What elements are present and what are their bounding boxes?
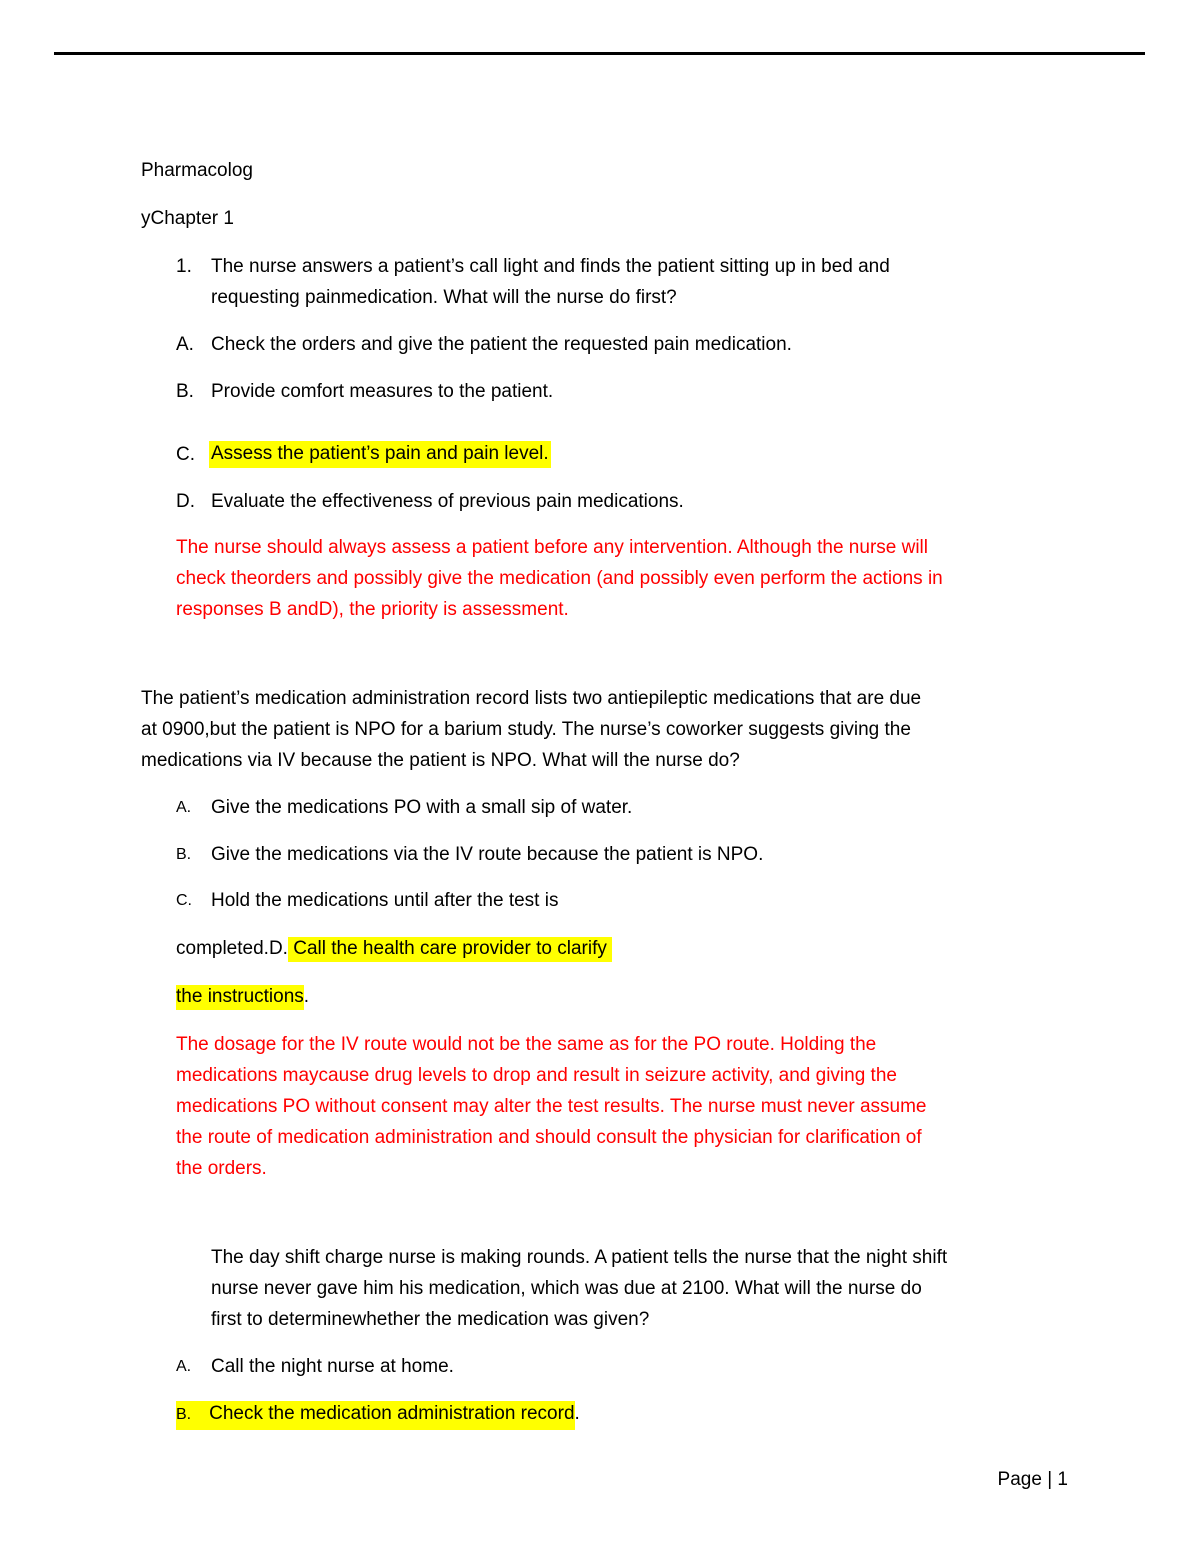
q2-option-c: Hold the medications until after the test is	[211, 890, 559, 911]
q1-number: 1.	[176, 256, 192, 277]
q2-option-a: Give the medications PO with a small sip of water.	[211, 797, 633, 818]
q1-option-b: Provide comfort measures to the patient.	[211, 381, 554, 402]
header-rule	[54, 52, 1145, 55]
q1-option-c-letter: C.	[176, 444, 195, 465]
q3-option-b-correct-answer	[176, 1401, 575, 1430]
q1-option-d-letter: D.	[176, 491, 195, 512]
q1-stem-line: requesting painmedication. What will the nurse do first?	[211, 287, 677, 308]
q1-option-b-letter: B.	[176, 381, 194, 402]
q1-option-a: Check the orders and give the patient the requested pain medication.	[211, 334, 792, 355]
q2-option-d-correct-answer-cont: the instructions	[176, 985, 304, 1010]
q1-stem-line: The nurse answers a patient’s call light and finds the patient sitting up in bed and	[211, 256, 890, 277]
q3-stem-line: first to determinewhether the medication was given?	[211, 1309, 650, 1330]
q2-option-c-letter: C.	[176, 892, 192, 909]
q2-option-a-letter: A.	[176, 799, 192, 816]
q1-rationale-line: check theorders and possibly give the medication (and possibly even perform the actions in	[176, 568, 943, 589]
q2-stem-line: medications via IV because the patient is NPO. What will the nurse do?	[141, 750, 740, 771]
q2-rationale-line: medications maycause drug levels to drop and result in seizure activity, and giving the	[176, 1065, 897, 1086]
q2-rationale-line: The dosage for the IV route would not be the same as for the PO route. Holding the	[176, 1034, 877, 1055]
q2-option-b-letter: B.	[176, 846, 192, 863]
footer-page-label: Page	[997, 1469, 1042, 1490]
q3-option-a: Call the night nurse at home.	[211, 1356, 454, 1377]
document-title: Pharmacolog	[141, 160, 253, 181]
q2-rationale-line: medications PO without consent may alter the test results. The nurse must never assume	[176, 1096, 927, 1117]
page-footer	[998, 1468, 1068, 1492]
q2-option-d-correct-answer: Call the health care provider to clarify	[288, 937, 612, 962]
q3-stem-line: The day shift charge nurse is making rounds. A patient tells the nurse that the night shift	[211, 1247, 948, 1268]
q1-option-a-letter: A.	[176, 334, 194, 355]
chapter-heading: yChapter 1	[141, 208, 234, 229]
q1-option-c-correct-answer: Assess the patient’s pain and pain level.	[209, 441, 551, 468]
q1-option-d: Evaluate the effectiveness of previous pain medications.	[211, 491, 684, 512]
q2-rationale-line: the orders.	[176, 1158, 267, 1179]
q2-option-d-continued	[176, 985, 309, 1009]
q3-stem-line: nurse never gave him his medication, which was due at 2100. What will the nurse do	[211, 1278, 922, 1299]
q3-option-b-period: .	[574, 1403, 580, 1424]
q3-option-b-letter: B.	[176, 1406, 192, 1423]
q2-stem-line: at 0900,but the patient is NPO for a barium study. The nurse’s coworker suggests giving the	[141, 719, 911, 740]
q3-option-b-text: Check the medication administration record	[209, 1403, 575, 1424]
q3-option-b-line	[176, 1401, 580, 1430]
q2-completed-line	[176, 937, 612, 961]
q1-rationale-line: The nurse should always assess a patient before any intervention. Although the nurse will	[176, 537, 929, 558]
q2-stem-line: The patient’s medication administration record lists two antiepileptic medications that are due	[141, 688, 922, 709]
q2-option-b: Give the medications via the IV route because the patient is NPO.	[211, 844, 764, 865]
q2-completed-text: completed.D.	[176, 938, 288, 959]
q3-option-a-letter: A.	[176, 1358, 192, 1375]
q1-rationale-line: responses B andD), the priority is assessment.	[176, 599, 569, 620]
q2-rationale-line: the route of medication administration and should consult the physician for clarification of	[176, 1127, 922, 1148]
q2-option-d-period: .	[303, 986, 310, 1007]
footer-page-number: 1	[1057, 1469, 1068, 1490]
footer-separator: |	[1047, 1469, 1053, 1490]
